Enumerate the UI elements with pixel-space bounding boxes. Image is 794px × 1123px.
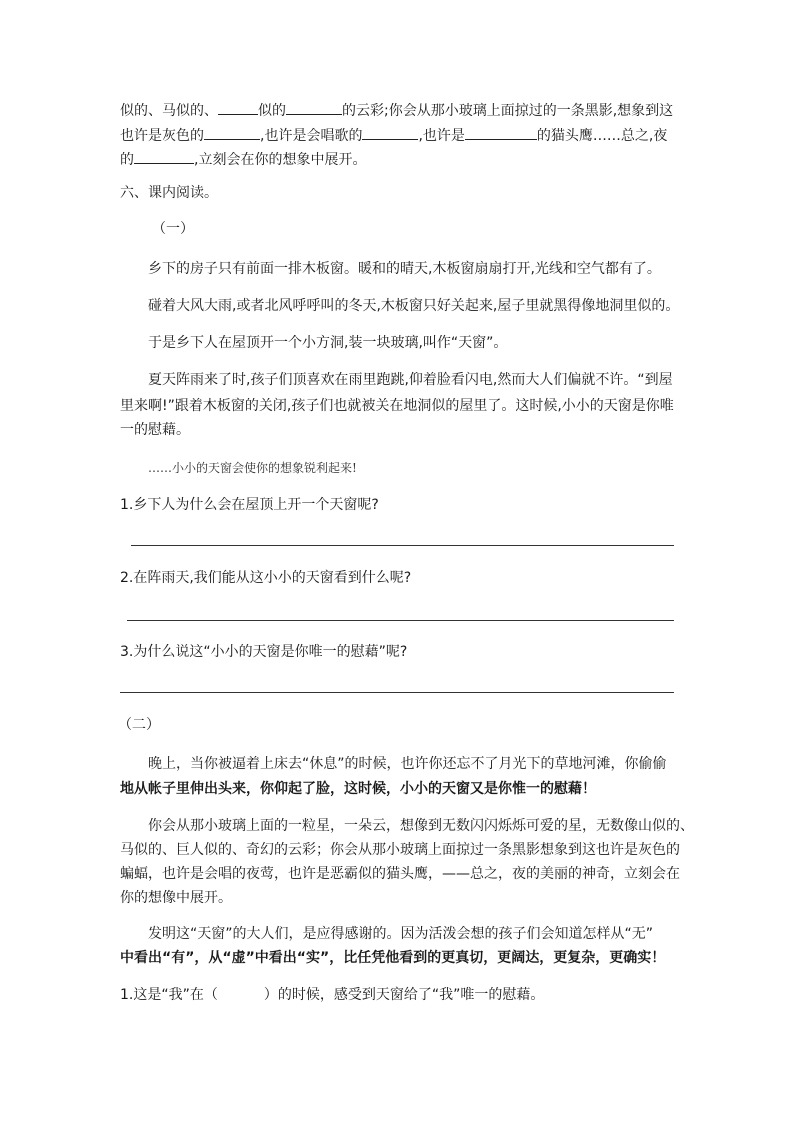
fill-line-1: [120, 99, 673, 121]
paragraph-line: 里来啊!”跟着木板窗的关闭,孩子们也就被关在地洞似的屋里了。这时候,小小的天窗是你唯: [120, 398, 674, 414]
paragraph: 乡下的房子只有前面一排木板窗。暖和的晴天,木板窗扇扇打开,光线和空气都有了。: [148, 261, 661, 277]
question-1: [120, 985, 544, 1005]
text: ,也许是: [418, 128, 465, 144]
blank[interactable]: [134, 148, 194, 164]
paragraph: ……小小的天窗会使你的想象锐利起来!: [148, 461, 357, 475]
question-3: 3.为什么说这“小小的天窗是你唯一的慰藉”呢?: [120, 644, 408, 660]
text: 也许是灰色的: [120, 128, 204, 144]
paragraph-line: 蝙蝠，也许是会唱的夜莺，也许是恶霸似的猫头鹰，——总之，夜的美丽的神奇，立刻会在: [120, 866, 680, 882]
paragraph-line: 地从帐子里伸出头来，你仰起了脸，这时候，小小的天窗又是你惟一的慰藉！: [120, 781, 596, 797]
text: 1.这是“我”在（: [120, 987, 218, 1003]
section-heading: 六、课内阅读。: [120, 185, 218, 201]
paragraph: 于是乡下人在屋顶开一个小方洞,装一块玻璃,叫作“天窗”。: [148, 335, 508, 351]
text: ）的时候，感受到天窗给了“我”唯一的慰藉。: [263, 987, 545, 1003]
paragraph-line: 马似的、巨人似的、奇幻的云彩；你会从那小玻璃上面掠过一条黑影想象到这也许是灰色的: [120, 842, 680, 858]
answer-line[interactable]: [127, 620, 674, 621]
paragraph-line: 你会从那小玻璃上面的一粒星，一朵云，想像到无数闪闪烁烁可爱的星，无数像山似的、: [148, 818, 694, 834]
question-2: 2.在阵雨天,我们能从这小小的天窗看到什么呢?: [120, 570, 412, 586]
paragraph-line: 晚上，当你被逼着上床去“休息”的时候，也许你还忘不了月光下的草地河滩，你偷偷: [148, 756, 667, 772]
part-label: （二）: [118, 717, 160, 733]
paragraph-line: 夏天阵雨来了时,孩子们顶喜欢在雨里跑跳,仰着脸看闪电,然而大人们偏就不许。“到屋: [148, 372, 673, 388]
paragraph: 碰着大风大雨,或者北风呼呼叫的冬天,木板窗只好关起来,屋子里就黑得像地洞里似的。: [148, 298, 680, 314]
answer-line[interactable]: [120, 692, 674, 693]
part-label: （一）: [152, 221, 194, 237]
answer-line[interactable]: [131, 545, 674, 546]
blank[interactable]: [465, 124, 537, 140]
fill-line-2: [120, 124, 667, 146]
text: 的云彩;你会从那小玻璃上面掠过的一条黑影,想象到这: [342, 103, 674, 119]
text: ,也许是会唱歌的: [260, 128, 363, 144]
paragraph-line: 你的想像中展开。: [120, 890, 232, 906]
paragraph-line: 中看出“有”，从“虚”中看出“实”，比任凭他看到的更真切，更阔达，更复杂，更确实！: [120, 950, 666, 966]
paragraph-line: 发明这“天窗”的大人们，是应得感谢的。因为活泼会想的孩子们会知道怎样从“无”: [148, 926, 654, 942]
blank[interactable]: [204, 124, 260, 140]
text: 似的: [258, 103, 286, 119]
text: 的猫头鹰……总之,夜: [536, 128, 668, 144]
fill-line-3: [120, 148, 366, 170]
question-1: 1.乡下人为什么会在屋顶上开一个天窗呢?: [120, 497, 379, 513]
text: 似的、马似的、: [120, 103, 218, 119]
paragraph-line: 一的慰藉。: [120, 422, 190, 438]
text: ,立刻会在你的想象中展开。: [194, 152, 367, 168]
blank[interactable]: [286, 99, 342, 115]
text: 的: [120, 152, 134, 168]
blank[interactable]: [362, 124, 418, 140]
blank[interactable]: [218, 99, 258, 115]
